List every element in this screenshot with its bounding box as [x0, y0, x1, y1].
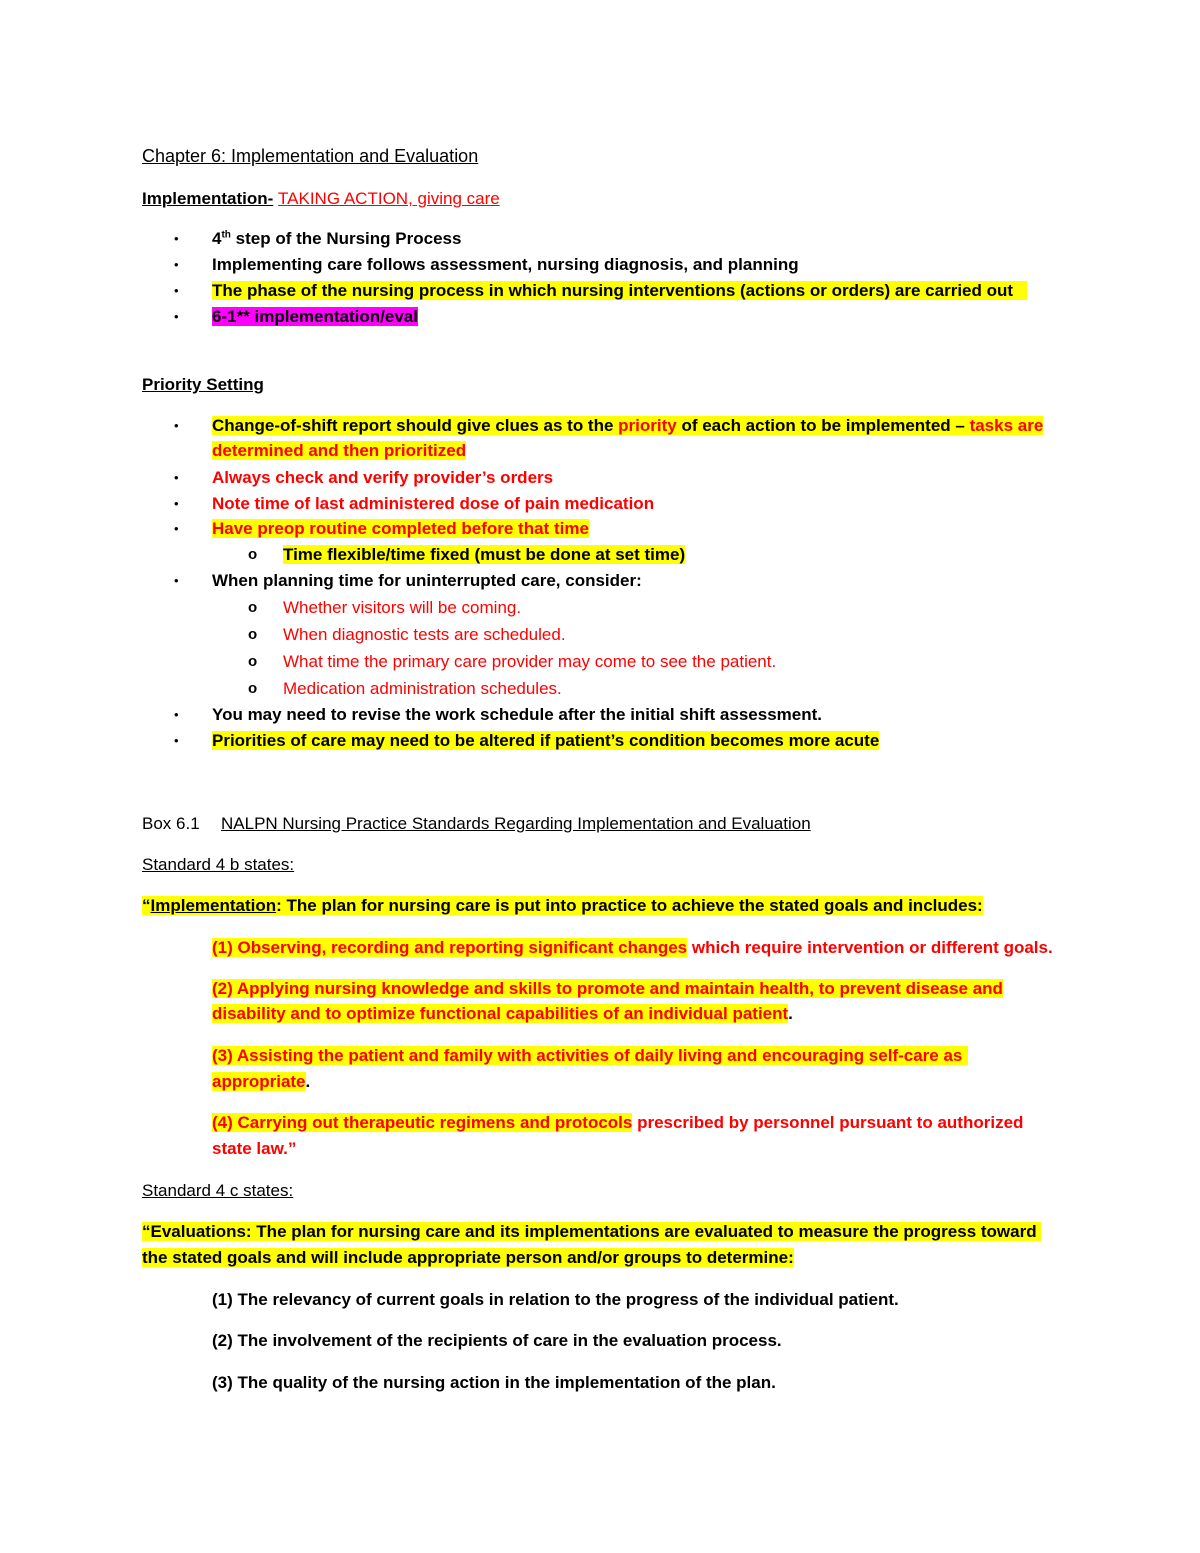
priority-bullet-4	[212, 518, 589, 540]
priority-bullet-1-tasks: tasks are	[969, 416, 1044, 435]
impl-bullet-3-text: The phase of the nursing process in which nursing interventions (actions or orders) are carried out	[212, 281, 1027, 300]
box-title: NALPN Nursing Practice Standards Regarding Implementation and Evaluation	[221, 814, 811, 833]
priority-bullet-4-sub-text: Time flexible/time fixed (must be done at set time)	[283, 545, 686, 564]
evaluation-item-2: (2) The involvement of the recipients of care in the evaluation process.	[212, 1331, 782, 1350]
implementation-item-3-end: .	[305, 1072, 311, 1091]
priority-bullet-7-text: Priorities of care may need to be altered if patient’s condition becomes more acute	[212, 731, 880, 750]
implementation-item-1-rest: which require intervention or different goals.	[687, 938, 1053, 957]
implementation-item-2	[212, 978, 1003, 1000]
implementation-item-3-cont	[212, 1071, 310, 1093]
evaluation-item-1: (1) The relevancy of current goals in relation to the progress of the individual patient.	[212, 1290, 899, 1309]
evaluation-definition-cont	[142, 1247, 794, 1269]
implementation-item-1	[212, 937, 1053, 959]
implementation-definition-text: : The plan for nursing care is put into practice to achieve the stated goals and includes:	[276, 896, 983, 915]
implementation-item-1-highlight: (1) Observing, recording and reporting significant changes	[212, 938, 688, 957]
priority-heading: Priority Setting	[142, 375, 264, 394]
medication-schedule-consideration: Medication administration schedules.	[283, 679, 562, 698]
bullet-marker: •	[174, 309, 179, 324]
priority-bullet-2: Always check and verify provider’s orders	[212, 468, 554, 487]
bullet-marker: •	[174, 283, 179, 298]
impl-bullet-1-number: 4	[212, 229, 222, 248]
priority-bullet-1-text: Change-of-shift report should give clues as to the	[212, 416, 619, 435]
implementation-heading-label: Implementation-	[142, 189, 274, 208]
implementation-item-4-highlight: (4) Carrying out therapeutic regimens and protocols	[212, 1113, 633, 1132]
priority-bullet-6: You may need to revise the work schedule after the initial shift assessment.	[212, 705, 822, 724]
impl-bullet-2: Implementing care follows assessment, nursing diagnosis, and planning	[212, 255, 799, 274]
bullet-marker: •	[174, 231, 179, 246]
evaluation-item-3: (3) The quality of the nursing action in the implementation of the plan.	[212, 1373, 776, 1392]
sub-bullet-marker: o	[248, 626, 258, 643]
priority-bullet-1	[212, 415, 1043, 437]
implementation-heading-red: TAKING ACTION, giving care	[278, 189, 500, 208]
standard-4c-heading: Standard 4 c states:	[142, 1181, 294, 1200]
priority-bullet-1-cont	[212, 440, 466, 462]
impl-bullet-4	[212, 306, 418, 328]
priority-bullet-1-line2: determined and then prioritized	[212, 441, 467, 460]
impl-bullet-4-text: 6-1** implementation/eval	[212, 307, 418, 326]
bullet-marker: •	[174, 496, 179, 511]
implementation-heading	[142, 188, 500, 210]
visitors-consideration: Whether visitors will be coming.	[283, 598, 522, 617]
chapter-title: Chapter 6: Implementation and Evaluation	[142, 146, 479, 166]
evaluation-definition	[142, 1221, 1041, 1243]
priority-bullet-5: When planning time for uninterrupted care, consider:	[212, 571, 642, 590]
quote-open: “	[142, 896, 151, 915]
evaluation-definition-line1: “Evaluations: The plan for nursing care and its implementations are evaluated to measure the progress toward	[142, 1222, 1041, 1241]
impl-bullet-1-sup: th	[221, 229, 231, 241]
priority-bullet-1-text-b: of each action to be implemented –	[676, 416, 970, 435]
priority-bullet-4-text: Have preop routine completed before that time	[212, 519, 589, 538]
implementation-item-4-cont: state law.”	[212, 1139, 297, 1158]
implementation-item-3	[212, 1045, 968, 1067]
implementation-item-2-end: .	[788, 1004, 793, 1023]
impl-bullet-1-text: step of the Nursing Process	[235, 229, 462, 248]
implementation-item-3-line2: appropriate	[212, 1072, 306, 1091]
implementation-item-3-line1: (3) Assisting the patient and family with activities of daily living and encouraging self-care as	[212, 1046, 968, 1065]
standard-4b-heading: Standard 4 b states:	[142, 855, 295, 874]
priority-bullet-3: Note time of last administered dose of pain medication	[212, 494, 655, 513]
bullet-marker: •	[174, 733, 179, 748]
bullet-marker: •	[174, 257, 179, 272]
box-label: Box 6.1	[142, 814, 200, 833]
bullet-marker: •	[174, 573, 179, 588]
provider-visit-consideration: What time the primary care provider may come to see the patient.	[283, 652, 777, 671]
implementation-item-2-line2: disability and to optimize functional capabilities of an individual patient	[212, 1004, 789, 1023]
implementation-term: Implementation	[150, 896, 277, 915]
priority-word: priority	[618, 416, 677, 435]
implementation-item-4	[212, 1112, 1023, 1134]
priority-bullet-7	[212, 730, 879, 752]
implementation-item-2-cont	[212, 1003, 793, 1025]
bullet-marker: •	[174, 521, 179, 536]
evaluation-definition-line2: the stated goals and will include appropriate person and/or groups to determine:	[142, 1248, 794, 1267]
implementation-item-4-rest: prescribed by personnel pursuant to authorized	[632, 1113, 1024, 1132]
implementation-definition	[142, 895, 983, 917]
bullet-marker: •	[174, 418, 179, 433]
sub-bullet-marker: o	[248, 546, 258, 563]
implementation-item-2-line1: (2) Applying nursing knowledge and skills to promote and maintain health, to prevent disease and	[212, 979, 1003, 998]
diagnostic-tests-consideration: When diagnostic tests are scheduled.	[283, 625, 566, 644]
bullet-marker: •	[174, 707, 179, 722]
impl-bullet-3	[212, 280, 1027, 302]
sub-bullet-marker: o	[248, 653, 258, 670]
sub-bullet-marker: o	[248, 599, 258, 616]
priority-bullet-4-sub	[283, 544, 685, 566]
bullet-marker: •	[174, 470, 179, 485]
impl-bullet-1	[212, 228, 461, 250]
sub-bullet-marker: o	[248, 680, 258, 697]
